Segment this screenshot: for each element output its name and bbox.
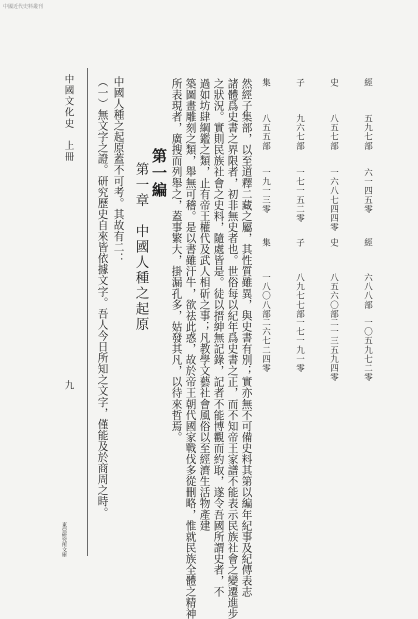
paragraph-line: 過如坊肆綱鑑之類，止有帝王權代及武人相斫之事；凡教學文藝社會風俗以至經濟生活物產建 xyxy=(198,78,211,532)
stat-value: 一七一五二零 xyxy=(294,168,305,223)
paragraph-line: 築圖畫雕刻之類，舉無可稽。是以書雖汗牛，欲祛此惑，故於帝王朝代國家戰伐多從刪略，惟就民族全體之精神 xyxy=(184,78,197,619)
stat-label-jing: 經 xyxy=(362,78,373,88)
library-stamp: 東亞研究所文庫 xyxy=(61,522,67,557)
stat-value: 八五五部 xyxy=(260,114,271,151)
paragraph-line: 中國人種之起原蓋不可考。其故有二： xyxy=(112,76,125,264)
stat-value: 二六七二四零 xyxy=(260,318,271,373)
paragraph-line: （一）無文字之證。研究歷史自來皆依據文字。吾人今日所知之文字，僅能及於商周之時。 xyxy=(96,76,109,518)
stat-value: 九六七部 xyxy=(294,114,305,151)
paragraph-line: 所表現者，廣搜而列舉之，蓋事繁大，掛漏孔多，姑發其凡，以待來哲焉。 xyxy=(170,78,183,443)
stat-value: 一七一九一零 xyxy=(294,318,305,373)
stat-value: 五九七部 xyxy=(362,114,373,151)
paragraph-line: 之狀況。實則民族社會之史料，隨處皆是。徒以搢紳無記錄，記者不能博觀而約取，遂令吾國所謂史者，不 xyxy=(212,78,225,598)
stat-value: 六八八部 xyxy=(362,273,373,310)
header-rule xyxy=(87,68,88,556)
part-heading: 第一編 xyxy=(150,148,168,199)
stat-label: 史 xyxy=(328,238,339,248)
stat-value: 一〇五九七二零 xyxy=(362,318,373,382)
stat-label: 經 xyxy=(362,238,373,248)
stat-label: 子 xyxy=(294,238,305,248)
stat-label-ji: 集 xyxy=(260,78,271,88)
stat-label: 集 xyxy=(260,238,271,248)
running-header xyxy=(55,68,85,556)
stat-value: 八九七七部 xyxy=(294,273,305,319)
stat-value: 八五六〇部 xyxy=(328,273,339,319)
stat-value: 二一三五九四零 xyxy=(328,318,339,382)
book-page xyxy=(55,68,375,619)
stat-value: 六一四五零 xyxy=(362,168,373,214)
stat-value: 一六八七四四零 xyxy=(328,168,339,232)
watermark: 中國近代史料叢刊 xyxy=(3,4,44,10)
page-number: 九 xyxy=(62,380,74,390)
stat-label-zi: 子 xyxy=(294,78,305,88)
stat-value: 八五七部 xyxy=(328,114,339,151)
book-title: 中國文化史 上冊 xyxy=(62,74,74,163)
chapter-heading: 第一章 中國人種之起原 xyxy=(132,162,149,333)
stat-value: 一九一三零 xyxy=(260,168,271,214)
paragraph-line: 諸體爲史書之界限者，初非無史者也。世俗每以紀年爲史書之正，而不知帝王家譜不能表示民族社會之變遷進步 xyxy=(226,78,239,619)
paragraph-line: 然經子集部，以至道釋二藏之屬，其性質雖異，與史書有別；實亦無不可備史料其第以編年紀事及紀傳表志 xyxy=(240,78,253,598)
stat-label-shi: 史 xyxy=(328,78,339,88)
stat-value: 一八〇八部 xyxy=(260,273,271,319)
